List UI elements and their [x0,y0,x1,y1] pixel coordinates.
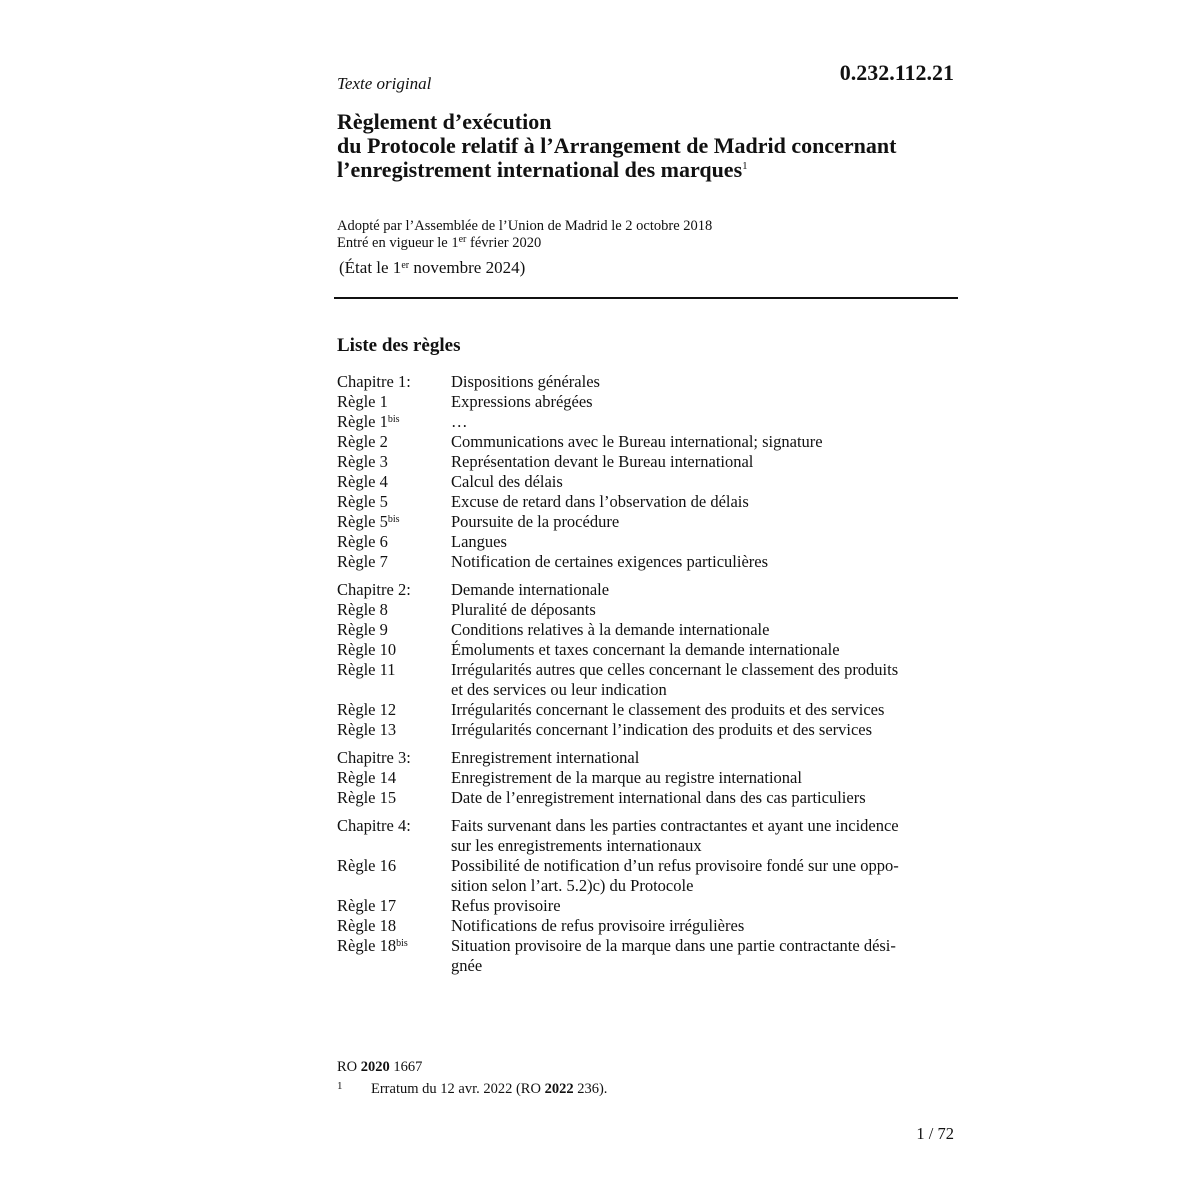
toc-entry-label [337,372,451,392]
toc-rule-row[interactable] [337,392,957,412]
toc-entry-title-line: Notifications de refus provisoire irrégulières [451,916,745,935]
toc-rule-row[interactable] [337,916,957,936]
toc-entry-title-line: et des services ou leur indication [451,680,667,699]
toc-entry-label-text: Règle 18 [337,916,397,935]
toc-heading: Liste des règles [337,335,461,356]
toc-entry-label [337,432,451,452]
toc-entry-title [451,552,957,572]
in-force-sup: er [458,234,467,245]
toc-entry-label [337,916,451,936]
toc-entry-title-line: Refus provisoire [451,896,561,915]
toc-chapter-row[interactable] [337,748,957,768]
toc-entry-title [451,816,957,856]
adopted-line: Adopté par l’Assemblée de l’Union de Madrid le 2 octobre 2018 [337,218,713,234]
toc-entry-title-line: Excuse de retard dans l’observation de délais [451,492,749,511]
toc-entry-label-text: Règle 8 [337,600,388,619]
toc-entry-label-text: Règle 1 [337,412,388,431]
toc-entry-label [337,640,451,660]
toc-entry-label [337,816,451,856]
toc-rule-row[interactable] [337,600,957,620]
toc-entry-label-text: Règle 1 [337,392,388,411]
toc-entry-title [451,856,957,896]
toc-entry-label [337,492,451,512]
toc-entry-label [337,512,451,532]
toc-entry-title-line: Irrégularités concernant le classement des produits et des services [451,700,885,719]
toc-entry-title [451,472,957,492]
toc-entry-label-text: Règle 9 [337,620,388,639]
toc-entry-label-text: Règle 4 [337,472,388,491]
toc-rule-row[interactable] [337,768,957,788]
toc-entry-label [337,472,451,492]
toc-entry-title [451,600,957,620]
toc-entry-label [337,700,451,720]
footnote-prefix: Erratum du 12 avr. 2022 (RO [371,1081,545,1097]
toc-entry-title-line: Dispositions générales [451,372,600,391]
toc-entry-title [451,580,957,600]
toc-entry-label-text: Règle 2 [337,432,388,451]
adoption-info [337,218,712,252]
toc-entry-title-line: Notification de certaines exigences particulières [451,552,769,571]
toc-entry-title-line: Pluralité de déposants [451,600,596,619]
toc-entry-title [451,936,957,976]
toc-entry-label [337,936,451,976]
footnote-mark: 1 [337,1080,343,1092]
footnote-year: 2022 [544,1081,574,1097]
toc-entry-title-line: Émoluments et taxes concernant la demande internationale [451,640,840,659]
toc-entry-label [337,412,451,432]
toc-entry-title [451,452,957,472]
toc-rule-row[interactable] [337,492,957,512]
title-line-1: Règlement d’exécution [337,109,552,134]
footnote-suffix: 236). [573,1081,608,1097]
toc-entry-title-line: Poursuite de la procédure [451,512,620,531]
document-title [337,110,967,182]
toc-rule-row[interactable] [337,856,957,896]
toc-entry-label-text: Règle 13 [337,720,397,739]
toc-entry-title-line: Demande internationale [451,580,610,599]
toc-entry-label [337,620,451,640]
toc-chapter-row[interactable] [337,580,957,600]
toc-entry-label [337,580,451,600]
toc-entry-label [337,856,451,896]
ro-page: 1667 [389,1059,423,1075]
toc-entry-title [451,916,957,936]
sr-number: 0.232.112.21 [839,60,954,85]
toc-entry-label-text: Chapitre 4: [337,816,411,835]
toc-entry-title-line: Langues [451,532,507,551]
toc-entry-label-text: Règle 14 [337,768,397,787]
toc-rule-row[interactable] [337,472,957,492]
toc-entry-label-sup: bis [387,514,400,525]
toc-entry-title-line: Faits survenant dans les parties contractantes et ayant une incidence [451,816,899,835]
footnote [337,1080,607,1098]
toc-entry-label-text: Chapitre 2: [337,580,411,599]
toc-rule-row[interactable] [337,432,957,452]
toc-entry-label-text: Règle 6 [337,532,388,551]
toc-entry-label-text: Règle 5 [337,512,388,531]
toc-entry-label [337,768,451,788]
toc-entry-title-line: Enregistrement international [451,748,640,767]
toc-entry-title [451,372,957,392]
toc-rule-row[interactable] [337,452,957,472]
original-text-label: Texte original [337,74,432,93]
toc-entry-title [451,748,957,768]
header-divider [334,297,958,299]
toc-entry-title [451,788,957,808]
toc-entry-title-line: sition selon l’art. 5.2)c) du Protocole [451,876,694,895]
ro-prefix: RO [337,1059,361,1075]
title-line-3-text: l’enregistrement international des marques [337,157,743,182]
ro-reference [337,1059,422,1076]
toc-entry-title [451,700,957,720]
toc-rule-row[interactable] [337,936,957,976]
toc-entry-label-text: Règle 5 [337,492,388,511]
toc-entry-title [451,720,957,740]
toc-entry-label [337,452,451,472]
toc-entry-label [337,660,451,700]
page-number: 1 / 72 [916,1124,954,1143]
toc-entry-title-line: Irrégularités autres que celles concernant le classement des produits [451,660,899,679]
toc-entry-title-line: Situation provisoire de la marque dans une partie contractante dési- [451,936,896,955]
etat-suffix: novembre 2024) [409,258,526,277]
toc-entry-title-line: Date de l’enregistrement international dans des cas particuliers [451,788,866,807]
toc-rule-row[interactable] [337,896,957,916]
etat-prefix: (État le 1 [339,258,402,277]
toc-entry-title [451,432,957,452]
toc-entry-title [451,660,957,700]
toc-entry-label-text: Chapitre 3: [337,748,411,767]
toc-entry-title-line: Enregistrement de la marque au registre international [451,768,802,787]
in-force-suffix: février 2020 [466,235,542,251]
toc-entry-title [451,492,957,512]
etat-sup: er [401,260,410,271]
toc-rule-row[interactable] [337,720,957,740]
toc-entry-label-text: Règle 17 [337,896,397,915]
toc-entry-label-text: Règle 12 [337,700,397,719]
table-of-contents [337,372,957,976]
toc-entry-label [337,600,451,620]
toc-entry-label [337,788,451,808]
toc-entry-label-text: Règle 3 [337,452,388,471]
toc-entry-label-text: Règle 11 [337,660,396,679]
toc-entry-label-text: Règle 18 [337,936,397,955]
title-line-2: du Protocole relatif à l’Arrangement de Madrid concernant [337,133,897,158]
toc-rule-row[interactable] [337,788,957,808]
toc-entry-label [337,552,451,572]
toc-entry-title-line: Calcul des délais [451,472,563,491]
toc-entry-label-text: Règle 15 [337,788,397,807]
toc-entry-title [451,412,957,432]
in-force-prefix: Entré en vigueur le 1 [337,235,459,251]
toc-entry-title-line: gnée [451,956,483,975]
toc-entry-label-sup: bis [387,414,400,425]
toc-entry-label [337,720,451,740]
toc-rule-row[interactable] [337,552,957,572]
toc-entry-title [451,620,957,640]
toc-entry-label [337,532,451,552]
toc-entry-label-text: Chapitre 1: [337,372,411,391]
toc-rule-row[interactable] [337,620,957,640]
toc-entry-label-sup: bis [396,938,408,949]
toc-entry-title-line: … [451,412,468,431]
toc-entry-label [337,896,451,916]
toc-rule-row[interactable] [337,532,957,552]
toc-chapter-row[interactable] [337,816,957,856]
toc-entry-title [451,896,957,916]
toc-entry-title [451,532,957,552]
toc-entry-label-text: Règle 10 [337,640,397,659]
toc-rule-row[interactable] [337,512,957,532]
toc-chapter-row[interactable] [337,372,957,392]
toc-entry-title-line: Irrégularités concernant l’indication des produits et des services [451,720,873,739]
toc-entry-label [337,748,451,768]
toc-entry-title [451,768,957,788]
ro-year: 2020 [360,1059,390,1075]
toc-rule-row[interactable] [337,412,957,432]
toc-entry-title [451,640,957,660]
toc-entry-title [451,512,957,532]
toc-entry-label-text: Règle 16 [337,856,397,875]
toc-entry-title-line: Possibilité de notification d’un refus provisoire fondé sur une oppo- [451,856,899,875]
toc-entry-title-line: sur les enregistrements internationaux [451,836,702,855]
toc-rule-row[interactable] [337,660,957,700]
status-date [339,258,525,278]
toc-entry-title-line: Représentation devant le Bureau international [451,452,754,471]
toc-rule-row[interactable] [337,640,957,660]
toc-rule-row[interactable] [337,700,957,720]
toc-entry-title [451,392,957,412]
title-line-3 [337,158,967,182]
toc-entry-label [337,392,451,412]
title-footnote-ref[interactable]: 1 [742,160,748,172]
toc-entry-title-line: Communications avec le Bureau international; signature [451,432,823,451]
toc-entry-title-line: Conditions relatives à la demande internationale [451,620,770,639]
toc-entry-label-text: Règle 7 [337,552,388,571]
in-force-line [337,235,712,252]
toc-entry-title-line: Expressions abrégées [451,392,593,411]
